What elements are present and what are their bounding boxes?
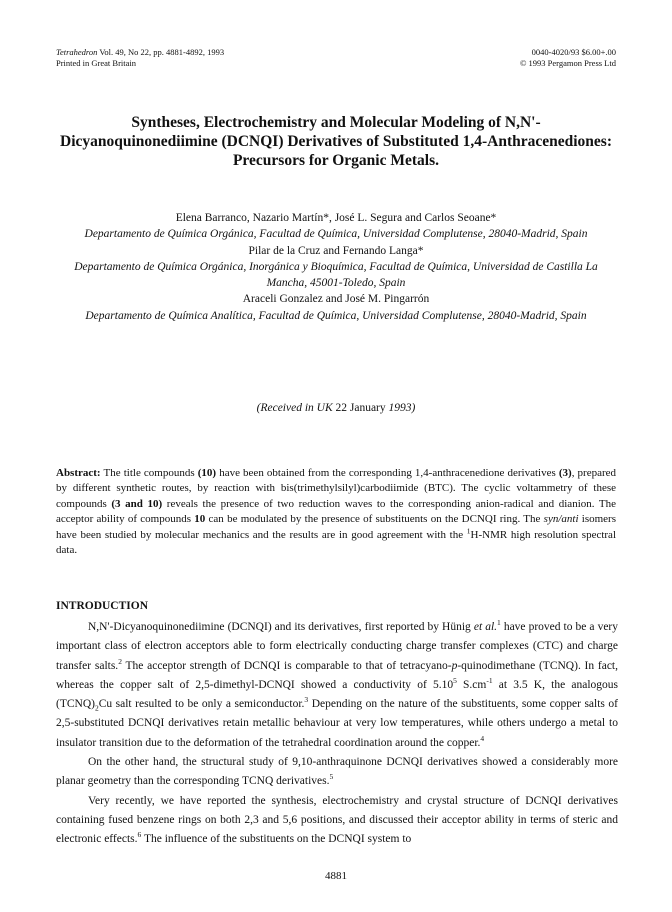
reference-number: 6 [137,830,142,840]
body-text: have proved to be a very important class of electron acceptors able to form electrically conducting charge transfer complexes (CTC) and charge transfer salts. [56,621,619,672]
received-year: 1993) [388,402,416,414]
author-names-2: Pilar de la Cruz and Fernando Langa* [248,244,424,257]
body-text: Depending on the nature of the substituents, some copper salts of 2,5-substituted DCNQI derivatives retain metallic behaviour at very low temperatures, while others undergo a metal to insulator transition due to the deformation of the tetrahedral coordination around the copper. [56,698,618,749]
author-names-3: Araceli Gonzalez and José M. Pingarrón [242,293,430,306]
author-block [60,210,612,324]
article-code: 0040-4020/93 $6.00+.00 [531,47,616,57]
compound-ref: (10) [197,467,217,479]
abstract-text: can be modulated by the presence of substituents on the DCNQI ring. The [208,513,541,526]
paragraph [56,753,618,792]
abstract-text: The title compounds [103,467,195,479]
body-italic: p [451,659,458,672]
body-text: N,N'-Dicyanoquinonediimine (DCNQI) and its derivatives, first reported by Hünig [88,621,471,633]
citation-text: Vol. 49, No 22, pp. 4881-4892, 1993 [99,47,225,57]
reference-number: 2 [118,656,122,666]
journal-name: Tetrahedron [56,47,98,57]
paragraph [56,792,618,850]
compound-ref: (3) [558,467,572,479]
article-title: Syntheses, Electrochemistry and Molecular Modeling of N,N'-Dicyanoquinonediimine (DCNQI) Derivatives of Substituted 1,4-Anthracenediones: Precursors for Organic Metals. [60,114,612,169]
affiliation-1: Departamento de Química Orgánica, Facultad de Química, Universidad Complutense, 28040-Madrid, Spain [84,228,588,241]
printed-in: Printed in Great Britain [56,58,137,68]
subscript: 2 [94,703,99,713]
reference-number: 1 [497,618,501,628]
introduction-body [56,618,618,850]
received-day: 22 January [335,402,386,414]
paragraph [56,618,618,753]
abstract-label: Abstract: [56,467,101,479]
abstract [56,466,616,558]
abstract-text: reveals the presence of two reduction waves to the corresponding anion-radical and dianion. The acceptor ability of compounds [56,497,617,526]
abstract-text: , prepared by different synthetic routes, by reaction with bis(trimethylsilyl)carbodiimide (BTC). The cyclic voltammetry of these compounds [56,467,617,510]
superscript: -1 [486,676,493,686]
superscript: 5 [453,676,457,686]
body-text: -quinodimethane (TCNQ). In fact, whereas the copper salt of 2,5-dimethyl-DCNQI showed a conductivity of 5.10 [56,659,618,691]
abstract-italic: syn/anti [543,513,579,526]
superscript: 1 [466,525,471,535]
body-text: On the other hand, the structural study of 9,10-anthraquinone DCNQI derivatives showed a considerably more planar geometry than the corresponding TCNQ derivatives. [56,756,618,788]
abstract-text: have been obtained from the corresponding 1,4-anthracenedione derivatives [219,467,556,479]
body-text: at 3.5 K, the analogous (TCNQ) [56,678,619,711]
received-date [60,402,612,414]
reference-number: 4 [480,733,485,743]
copyright: © 1993 Pergamon Press Ltd [519,58,616,68]
body-text: Cu salt resulted to be only a semiconductor. [98,698,305,711]
abstract-text: H-NMR high resolution spectral data. [56,528,617,557]
body-text: The acceptor strength of DCNQI is comparable to that of tetracyano- [125,659,452,672]
body-text: S.cm [463,678,487,691]
compound-ref: (3 and 10) [111,497,163,510]
received-prefix: (Received in UK [256,402,333,414]
body-text: The influence of the substituents on the DCNQI system to [143,833,412,846]
affiliation-3: Departamento de Química Analítica, Facultad de Química, Universidad Complutense, 28040-Madrid, Spain [85,309,587,322]
page-number: 4881 [325,870,347,882]
body-text: Very recently, we have reported the synthesis, electrochemistry and crystal structure of DCNQI derivatives containing fused benzene rings on both 2,3 and 5,6 positions, and discussed their acceptor ability in terms of steric and electronic effects. [56,794,618,846]
abstract-text: isomers have been studied by molecular mechanics and the results are in good agreement with the [56,513,617,541]
author-names-1: Elena Barranco, Nazario Martín*, José L. Segura and Carlos Seoane* [175,212,497,224]
compound-ref: 10 [194,513,206,526]
journal-citation [56,47,224,58]
reference-number: 5 [329,772,334,782]
affiliation-2: Departamento de Química Orgánica, Inorgánica y Bioquímica, Facultad de Química, Universidad de Castilla La Mancha, 45001-Toledo, Spain [74,260,598,290]
body-italic: et al. [473,621,498,633]
section-heading: INTRODUCTION [56,600,149,612]
reference-number: 3 [304,695,309,705]
